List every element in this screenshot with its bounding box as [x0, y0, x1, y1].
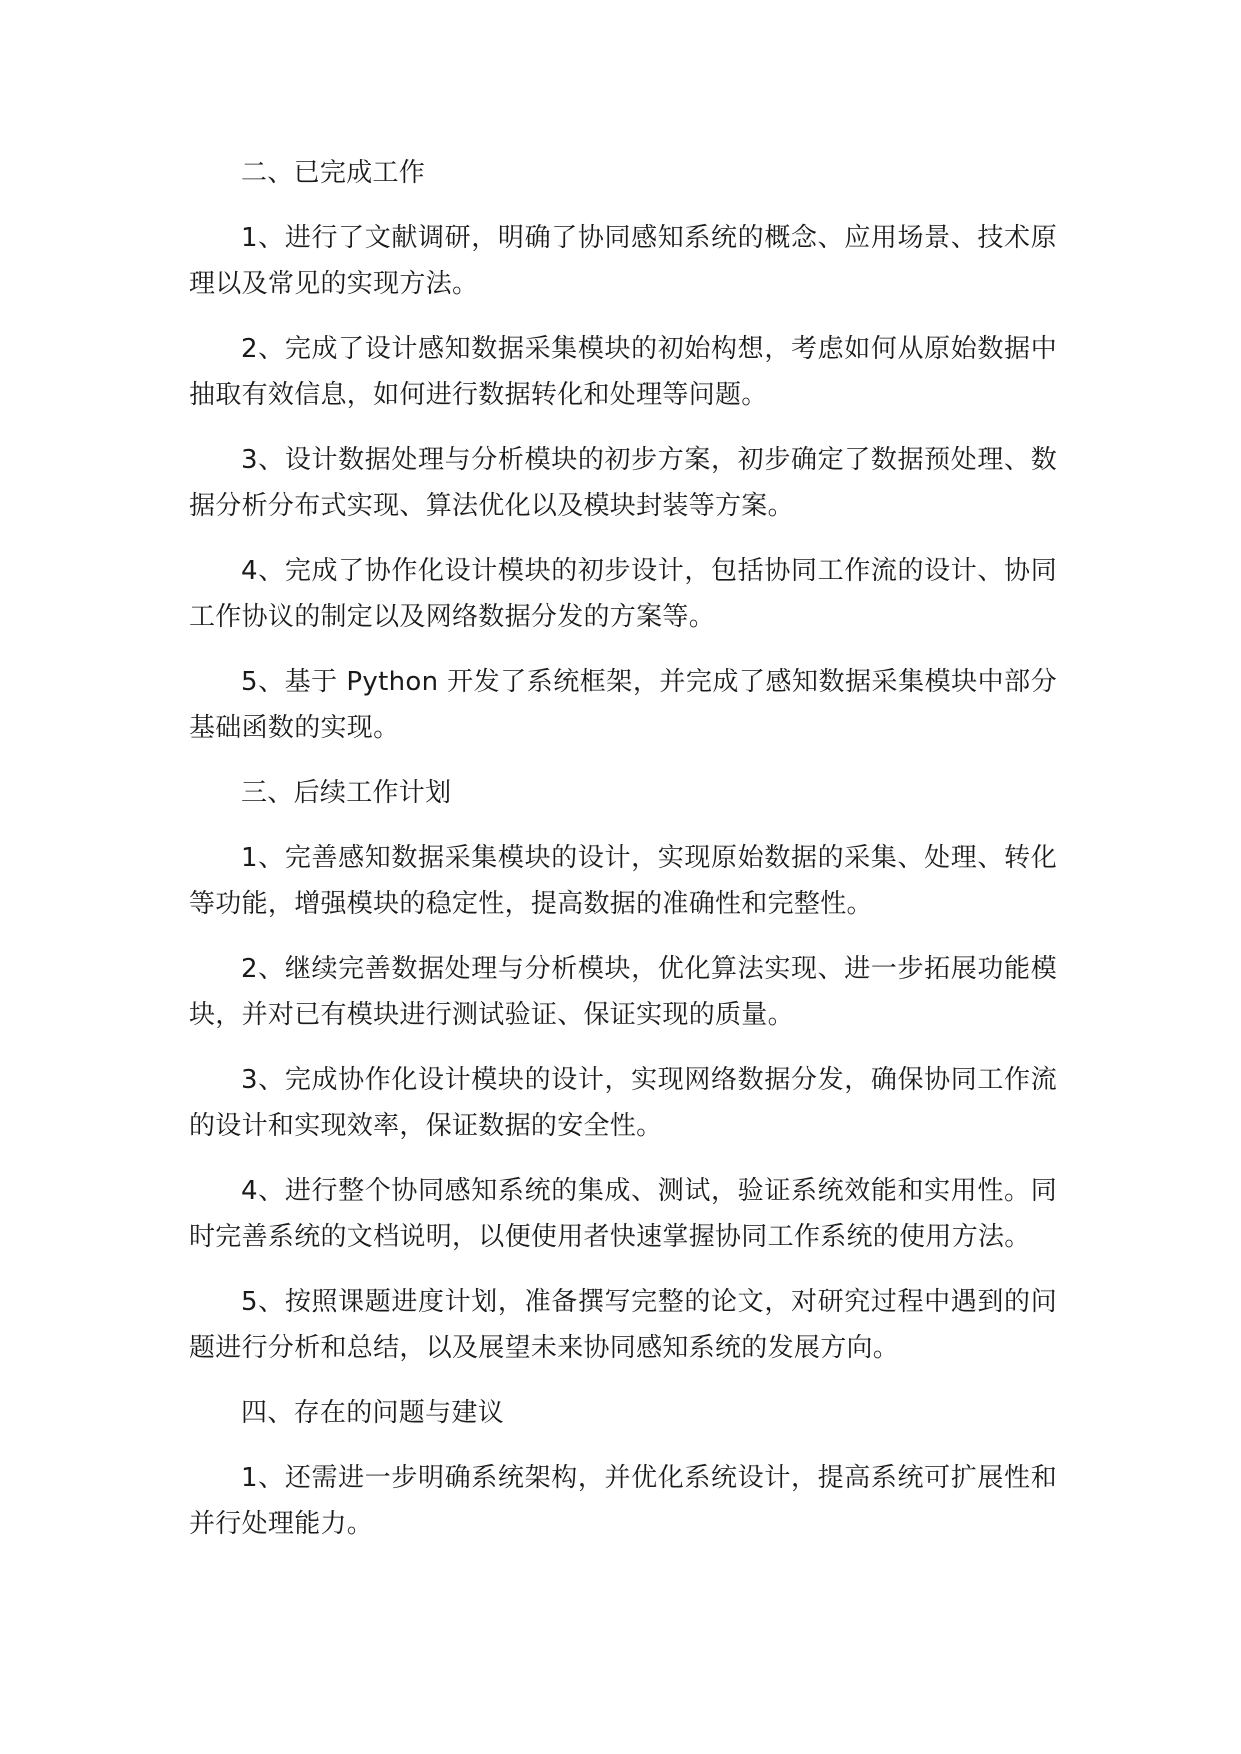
- section-heading-future-plan: 三、后续工作计划: [241, 778, 452, 808]
- plan-item-3: 3、完成协作化设计模块的设计，实现网络数据分发，确保协同工作流的设计和实现效率，保证数据的安全性。: [189, 1065, 1057, 1141]
- completed-item-2: 2、完成了设计感知数据采集模块的初始构想，考虑如何从原始数据中抽取有效信息，如何进行数据转化和处理等问题。: [189, 334, 1057, 410]
- plan-item-4: 4、进行整个协同感知系统的集成、测试，验证系统效能和实用性。同时完善系统的文档说明，以便使用者快速掌握协同工作系统的使用方法。: [189, 1176, 1057, 1252]
- plan-item-5: 5、按照课题进度计划，准备撰写完整的论文，对研究过程中遇到的问题进行分析和总结，以及展望未来协同感知系统的发展方向。: [189, 1287, 1057, 1363]
- section-heading-issues-suggestions: 四、存在的问题与建议: [241, 1398, 505, 1428]
- issue-item-1: 1、还需进一步明确系统架构，并优化系统设计，提高系统可扩展性和并行处理能力。: [189, 1463, 1057, 1539]
- completed-item-5: 5、基于 Python 开发了系统框架，并完成了感知数据采集模块中部分基础函数的实现。: [189, 667, 1057, 743]
- plan-item-1: 1、完善感知数据采集模块的设计，实现原始数据的采集、处理、转化等功能，增强模块的稳定性，提高数据的准确性和完整性。: [189, 843, 1057, 919]
- section-heading-completed-work: 二、已完成工作: [241, 158, 426, 188]
- completed-item-4: 4、完成了协作化设计模块的初步设计，包括协同工作流的设计、协同工作协议的制定以及网络数据分发的方案等。: [189, 556, 1057, 632]
- completed-item-1: 1、进行了文献调研，明确了协同感知系统的概念、应用场景、技术原理以及常见的实现方法。: [189, 223, 1057, 299]
- plan-item-2: 2、继续完善数据处理与分析模块，优化算法实现、进一步拓展功能模块，并对已有模块进行测试验证、保证实现的质量。: [189, 954, 1057, 1030]
- completed-item-3: 3、设计数据处理与分析模块的初步方案，初步确定了数据预处理、数据分析分布式实现、算法优化以及模块封装等方案。: [189, 445, 1057, 521]
- document-body: [189, 150, 1057, 1566]
